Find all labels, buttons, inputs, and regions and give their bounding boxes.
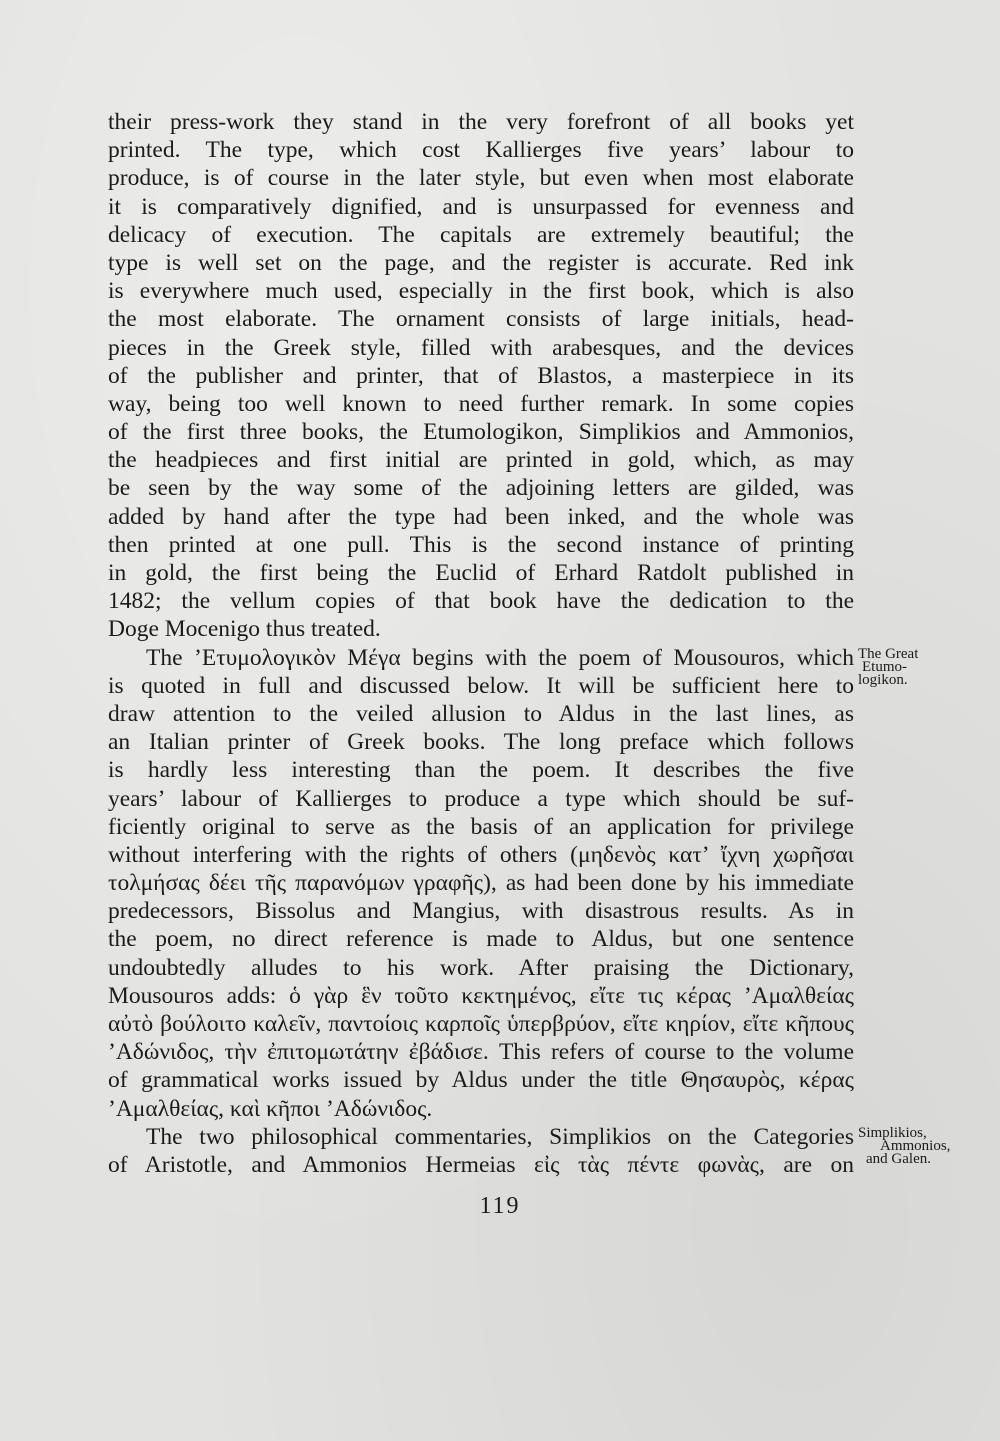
text-line: predecessors, Bissolus and Mangius, with disastrous results. As in: [108, 898, 854, 925]
text-line: undoubtedly alludes to his work. After praising the Dictionary,: [108, 954, 854, 981]
paragraph-3: [108, 1123, 854, 1179]
text-line: is everywhere much used, especially in the first book, which is also: [108, 278, 854, 305]
text-line: pieces in the Greek style, filled with arabesques, and the devices: [108, 334, 854, 361]
text-line: Mousouros adds: ὁ γὰρ ἓν τοῦτο κεκτημένος, εἴτε τις κέρας ’Αμαλθείας: [108, 982, 854, 1009]
text-line: delicacy of execution. The capitals are extremely beautiful; the: [108, 221, 854, 248]
text-line: αὐτὸ βούλοιτο καλεῖν, παντοίοις καρποῖς ὑπερβρύον, εἴτε κηρίον, εἴτε κῆπους: [108, 1011, 854, 1037]
text-line: The ’Ετυμολογικὸν Μέγα begins with the poem of Mousouros, which: [146, 644, 854, 671]
text-line: of the publisher and printer, that of Blastos, a masterpiece in its: [108, 362, 854, 389]
text-line: type is well set on the page, and the register is accurate. Red ink: [108, 249, 854, 276]
text-line: the most elaborate. The ornament consists of large initials, head-: [108, 306, 854, 333]
paragraph-2: [108, 644, 854, 1123]
text-line: ficiently original to serve as the basis of an application for privilege: [108, 813, 854, 840]
text-line: ’Αμαλθείας, καὶ κῆποι ’Αδώνιδος.: [108, 1095, 433, 1122]
text-line: of Aristotle, and Ammonios Hermeias εἰς τὰς πέντε φωνὰς, are on: [108, 1151, 854, 1178]
margin-note-line: logikon.: [858, 672, 908, 688]
text-line: is hardly less interesting than the poem. It describes the five: [108, 757, 854, 784]
text-line: it is comparatively dignified, and is unsurpassed for evenness and: [108, 193, 854, 220]
margin-note-line: Ammonios,: [880, 1138, 951, 1154]
text-line: of the first three books, the Etumologikon, Simplikios and Ammonios,: [108, 419, 854, 446]
margin-note-line: Simplikios,: [858, 1125, 927, 1141]
text-line: be seen by the way some of the adjoining letters are gilded, was: [108, 475, 854, 502]
text-line: of grammatical works issued by Aldus under the title Θησαυρὸς, κέρας: [108, 1067, 854, 1094]
body-text: [108, 108, 854, 1179]
text-line: way, being too well known to need further remark. In some copies: [108, 390, 854, 417]
margin-note-line: The Great: [858, 646, 919, 662]
text-line: is quoted in full and discussed below. It will be sufficient here to: [108, 672, 854, 699]
text-line: 1482; the vellum copies of that book have the dedication to the: [108, 588, 854, 615]
text-line: printed. The type, which cost Kallierges five years’ labour to: [108, 137, 854, 164]
text-line: the headpieces and first initial are printed in gold, which, as may: [108, 447, 854, 474]
text-line: the poem, no direct reference is made to Aldus, but one sentence: [108, 926, 854, 953]
text-line: produce, is of course in the later style, but even when most elaborate: [108, 165, 854, 192]
text-line: ’Αδώνιδος, τὴν ἐπιτομωτάτην ἐβάδισε. This refers of course to the volume: [108, 1039, 854, 1066]
margin-note-line: Etumo-: [862, 659, 907, 675]
paragraph-1: [108, 108, 854, 644]
margin-note-simplikios: [858, 1127, 950, 1166]
margin-note-line: and Galen.: [866, 1151, 931, 1167]
text-line: τολμήσας δέει τῆς παρανόμων γραφῆς), as had been done by his immediate: [108, 870, 854, 897]
text-line: without interfering with the rights of others (μηδενὸς κατ’ ἴχνη χωρῆσαι: [108, 841, 854, 868]
margin-note-great-etumologikon: [858, 648, 918, 687]
text-line: an Italian printer of Greek books. The long preface which follows: [108, 729, 854, 756]
text-line: draw attention to the veiled allusion to Aldus in the last lines, as: [108, 700, 854, 727]
text-line: Doge Mocenigo thus treated.: [108, 616, 381, 643]
text-line: in gold, the first being the Euclid of Erhard Ratdolt published in: [108, 560, 854, 586]
text-line: then printed at one pull. This is the second instance of printing: [108, 531, 854, 558]
text-line: added by hand after the type had been inked, and the whole was: [108, 503, 854, 530]
page-number: 119: [479, 1193, 521, 1219]
text-line: years’ labour of Kallierges to produce a type which should be suf-: [108, 785, 854, 812]
text-line: their press-work they stand in the very forefront of all books yet: [108, 109, 854, 135]
text-line: The two philosophical commentaries, Simplikios on the Categories: [146, 1123, 854, 1150]
